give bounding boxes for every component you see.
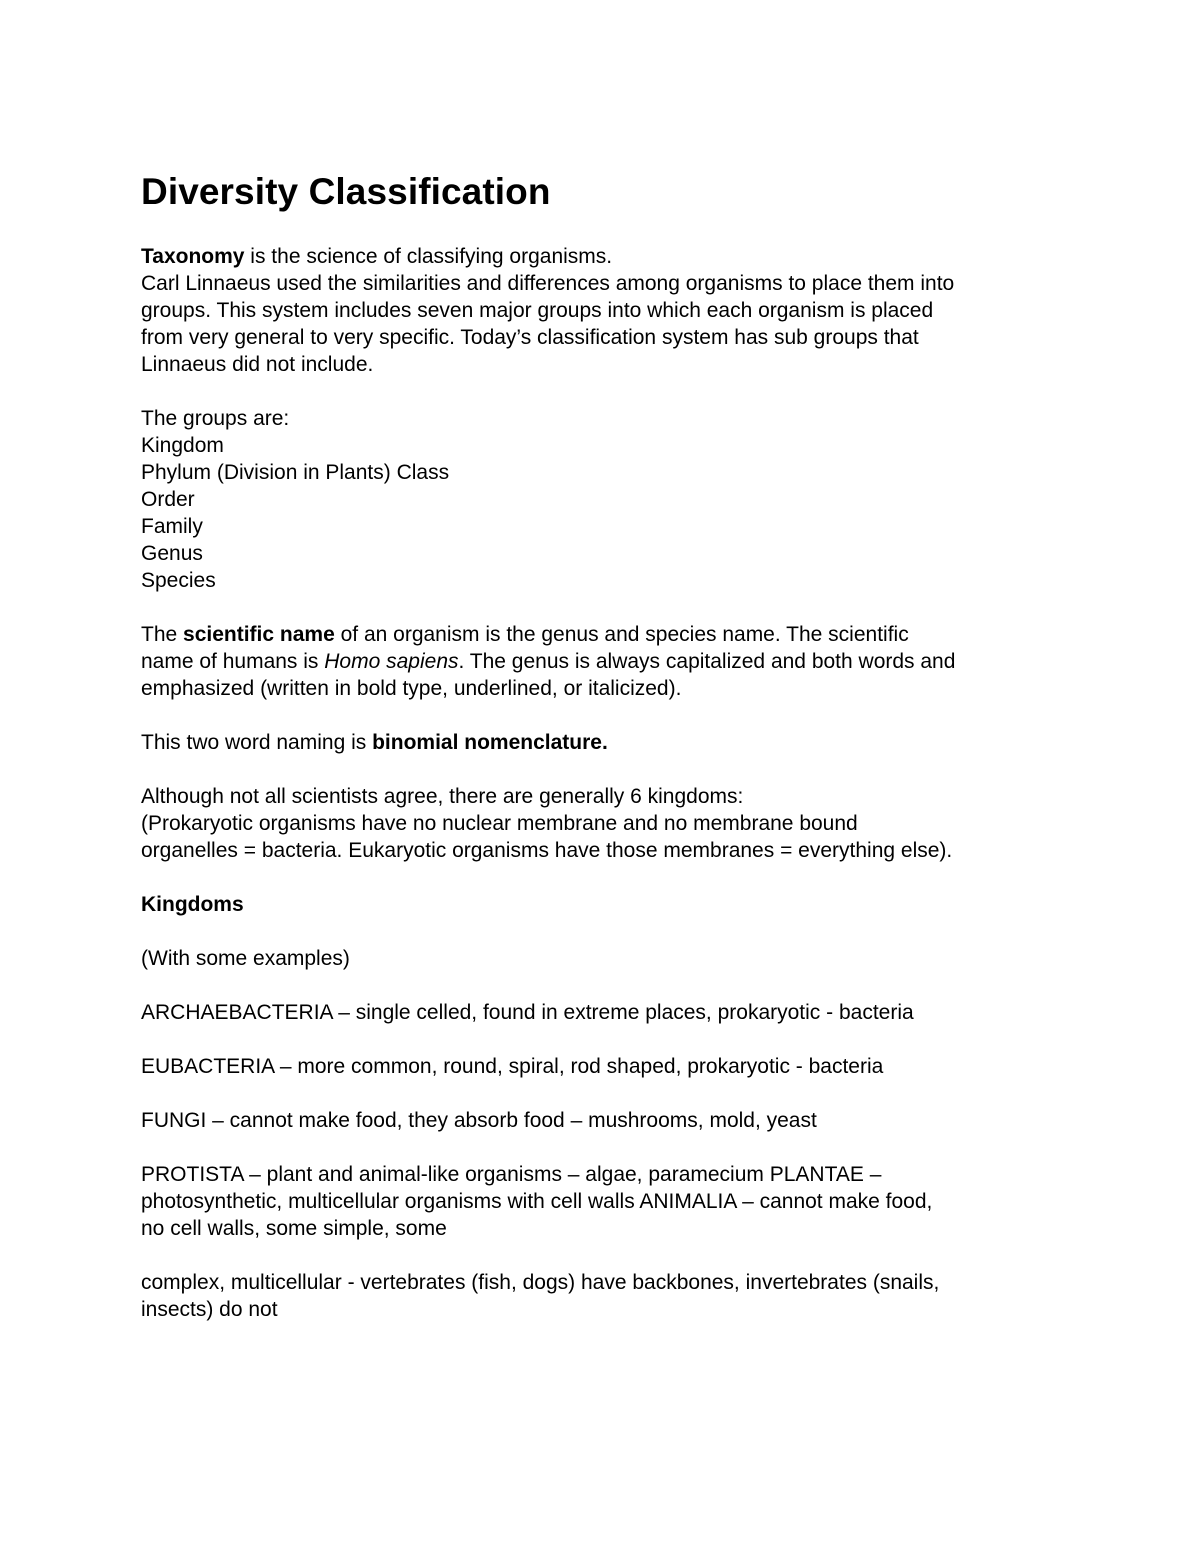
linnaeus-line: Carl Linnaeus used the similarities and differences among organisms to place them into: [141, 272, 955, 295]
binomial-prefix: This two word naming is: [141, 731, 373, 754]
kingdom-intro-line: Although not all scientists agree, there are generally 6 kingdoms:: [141, 785, 744, 808]
kingdom-line: insects) do not: [141, 1298, 278, 1321]
kingdoms-subheading: (With some examples): [141, 947, 350, 970]
taxonomy-definition: [141, 243, 1071, 270]
text-run: name of humans is: [141, 650, 325, 673]
group-item: Family: [141, 515, 203, 538]
scientific-name-term: scientific name: [183, 623, 335, 646]
kingdom-line: photosynthetic, multicellular organisms with cell walls ANIMALIA – cannot make food,: [141, 1190, 933, 1213]
group-item: Species: [141, 569, 216, 592]
kingdom-fungi: FUNGI – cannot make food, they absorb food – mushrooms, mold, yeast: [141, 1109, 817, 1132]
kingdom-protista-plantae-animalia: [141, 1161, 1071, 1242]
group-item: Phylum (Division in Plants) Class: [141, 461, 450, 484]
kingdom-archaebacteria: ARCHAEBACTERIA – single celled, found in extreme places, prokaryotic - bacteria: [141, 1001, 914, 1024]
scientific-name-paragraph: [141, 621, 1071, 702]
binomial-paragraph: [141, 729, 1071, 756]
scientific-name-line: [141, 648, 1071, 675]
group-item: Kingdom: [141, 434, 224, 457]
linnaeus-line: Linnaeus did not include.: [141, 353, 374, 376]
linnaeus-paragraph: [141, 270, 1071, 378]
group-item: Genus: [141, 542, 203, 565]
document-page: [141, 170, 1071, 1323]
linnaeus-line: from very general to very specific. Today’s classification system has sub groups that: [141, 326, 919, 349]
groups-heading: The groups are:: [141, 407, 290, 430]
kingdom-intro-paragraph: [141, 783, 1071, 864]
taxonomy-definition-text: is the science of classifying organisms.: [244, 245, 613, 268]
group-item: Order: [141, 488, 195, 511]
text-run: . The genus is always capitalized and both words and: [458, 650, 956, 673]
animalia-continuation: [141, 1269, 1071, 1323]
kingdom-intro-line: (Prokaryotic organisms have no nuclear membrane and no membrane bound: [141, 812, 858, 835]
homo-sapiens-term: Homo sapiens: [324, 650, 459, 673]
kingdom-eubacteria: EUBACTERIA – more common, round, spiral, rod shaped, prokaryotic - bacteria: [141, 1055, 884, 1078]
kingdom-line: complex, multicellular - vertebrates (fish, dogs) have backbones, invertebrates (snails,: [141, 1271, 940, 1294]
scientific-name-line: [141, 621, 1071, 648]
kingdoms-heading: [141, 891, 1071, 918]
kingdoms-heading-text: Kingdoms: [141, 893, 244, 916]
kingdom-intro-line: organelles = bacteria. Eukaryotic organisms have those membranes = everything else).: [141, 839, 953, 862]
page-title: Diversity Classification: [141, 171, 551, 212]
kingdom-line: no cell walls, some simple, some: [141, 1217, 447, 1240]
text-run: of an organism is the genus and species name. The scientific: [334, 623, 909, 646]
kingdom-line: PROTISTA – plant and animal-like organisms – algae, paramecium PLANTAE –: [141, 1163, 882, 1186]
binomial-term: binomial nomenclature.: [372, 731, 608, 754]
scientific-name-line: emphasized (written in bold type, underlined, or italicized).: [141, 677, 682, 700]
text-run: The: [141, 623, 184, 646]
linnaeus-line: groups. This system includes seven major groups into which each organism is placed: [141, 299, 934, 322]
groups-list: [141, 405, 1071, 594]
taxonomy-term: Taxonomy: [141, 245, 245, 268]
